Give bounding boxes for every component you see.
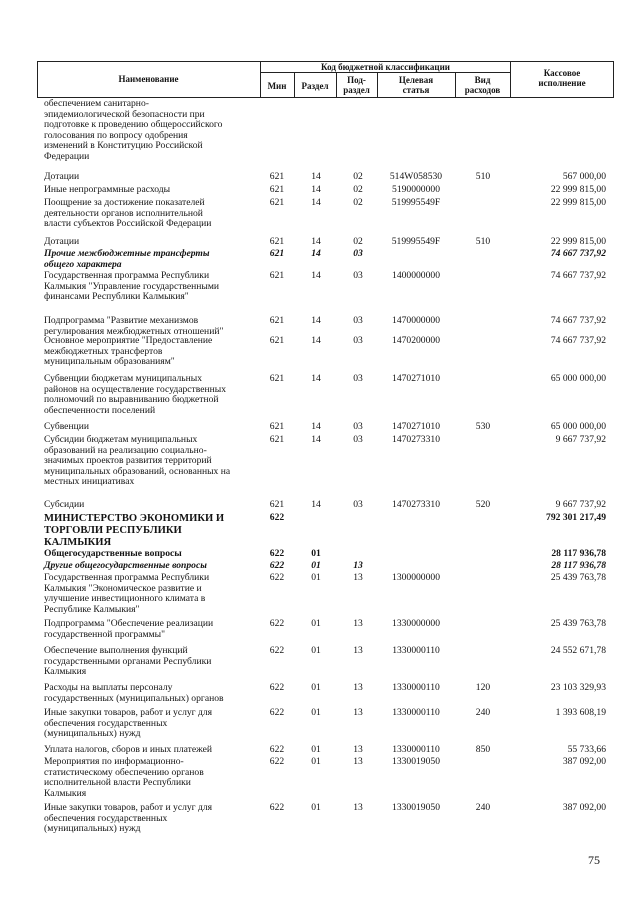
row-podrazdel: 13 bbox=[353, 707, 363, 718]
row-podrazdel: 03 bbox=[353, 248, 363, 259]
header-name: Наименование bbox=[118, 74, 179, 84]
row-name: Дотации bbox=[44, 171, 80, 182]
row-amount: 74 667 737,92 bbox=[550, 315, 606, 326]
row-podrazdel: 03 bbox=[353, 270, 363, 281]
row-razdel: 14 bbox=[311, 184, 321, 195]
row-min: 621 bbox=[269, 315, 285, 326]
row-celevaya: 1330000110 bbox=[392, 645, 440, 656]
row-name: Уплата налогов, сборов и иных платежей bbox=[44, 744, 213, 755]
row-celevaya: 1330019050 bbox=[392, 756, 440, 767]
row-razdel: 14 bbox=[311, 421, 321, 432]
row-vid: 120 bbox=[475, 682, 491, 693]
row-celevaya: 1470271010 bbox=[392, 421, 440, 432]
row-podrazdel: 13 bbox=[353, 756, 363, 767]
row-min: 621 bbox=[269, 270, 285, 281]
row-podrazdel: 13 bbox=[353, 560, 363, 571]
row-razdel: 01 bbox=[311, 618, 321, 629]
row-amount: 28 117 936,78 bbox=[551, 560, 606, 571]
row-razdel: 14 bbox=[311, 171, 321, 182]
row-name: Иные непрограммные расходы bbox=[44, 184, 171, 195]
row-podrazdel: 03 bbox=[353, 335, 363, 346]
row-min: 622 bbox=[269, 548, 285, 559]
row-celevaya: 1400000000 bbox=[392, 270, 440, 281]
row-name: Расходы на выплаты персоналу государственных (муниципальных) органов bbox=[44, 682, 224, 704]
row-celevaya: 5190000000 bbox=[392, 184, 440, 195]
row-name: Дотации bbox=[44, 236, 80, 247]
row-vid: 850 bbox=[475, 744, 491, 755]
row-razdel: 01 bbox=[311, 802, 321, 813]
row-podrazdel: 03 bbox=[353, 315, 363, 326]
row-celevaya: 1470273310 bbox=[392, 434, 440, 445]
row-razdel: 14 bbox=[311, 197, 321, 208]
row-razdel: 14 bbox=[311, 434, 321, 445]
row-podrazdel: 13 bbox=[353, 645, 363, 656]
row-name: Субвенции бюджетам муниципальных районов на осуществление государственных полномочий по выравниванию бюджетной обеспеченности поселений bbox=[44, 373, 226, 416]
row-name: Государственная программа Республики Калмыкия "Управление государственными финансами Республики Калмыкия" bbox=[44, 270, 220, 303]
row-celevaya: 519995549F bbox=[391, 236, 441, 247]
row-name: Подпрограмма "Развитие механизмов регулирования межбюджетных отношений" bbox=[44, 315, 224, 337]
row-amount: 74 667 737,92 bbox=[550, 270, 606, 281]
page-number: 75 bbox=[588, 853, 600, 867]
row-razdel: 14 bbox=[311, 335, 321, 346]
row-amount: 9 667 737,92 bbox=[555, 434, 606, 445]
header-podrazdel: Под- раздел bbox=[343, 75, 370, 95]
row-name: Мероприятия по информационно- статистическому обеспечению органов исполнительной власти Республики Калмыкия bbox=[44, 756, 204, 799]
row-name: МИНИСТЕРСТВО ЭКОНОМИКИ И ТОРГОВЛИ РЕСПУБЛИКИ КАЛМЫКИЯ bbox=[44, 513, 225, 548]
row-min: 622 bbox=[269, 572, 285, 583]
row-razdel: 01 bbox=[311, 756, 321, 767]
row-celevaya: 519995549F bbox=[391, 197, 441, 208]
row-name: Другие общегосударственные вопросы bbox=[44, 560, 207, 571]
row-amount: 23 103 329,93 bbox=[550, 682, 606, 693]
row-name: Субсидии бюджетам муниципальных образований на реализацию социально- значимых проектов развития территорий муниципальных образований, основанных на местных инициативах bbox=[44, 434, 231, 488]
header-min: Мин bbox=[267, 81, 287, 91]
row-min: 622 bbox=[269, 756, 285, 767]
row-podrazdel: 03 bbox=[353, 499, 363, 510]
row-vid: 240 bbox=[475, 802, 491, 813]
row-razdel: 01 bbox=[311, 572, 321, 583]
header-vid: Вид расходов bbox=[464, 75, 501, 95]
row-razdel: 14 bbox=[311, 373, 321, 384]
row-amount: 65 000 000,00 bbox=[550, 421, 606, 432]
header-amount: Кассовое исполнение bbox=[538, 68, 586, 88]
row-amount: 25 439 763,78 bbox=[550, 618, 606, 629]
row-podrazdel: 02 bbox=[353, 236, 363, 247]
row-podrazdel: 02 bbox=[353, 184, 363, 195]
row-celevaya: 514W058530 bbox=[389, 171, 443, 182]
row-vid: 530 bbox=[475, 421, 491, 432]
row-celevaya: 1470200000 bbox=[392, 335, 440, 346]
row-name: Основное мероприятие "Предоставление межбюджетных трансфертов муниципальным образованиям" bbox=[44, 335, 213, 368]
row-podrazdel: 03 bbox=[353, 434, 363, 445]
row-min: 621 bbox=[269, 499, 285, 510]
row-vid: 240 bbox=[475, 707, 491, 718]
row-amount: 792 301 217,49 bbox=[546, 512, 606, 523]
row-celevaya: 1300000000 bbox=[392, 572, 440, 583]
row-name: Общегосударственные вопросы bbox=[44, 548, 182, 559]
row-podrazdel: 13 bbox=[353, 572, 363, 583]
row-name: Иные закупки товаров, работ и услуг для обеспечения государственных (муниципальных) нужд bbox=[44, 802, 213, 835]
row-min: 622 bbox=[269, 618, 285, 629]
row-min: 621 bbox=[269, 434, 285, 445]
row-amount: 25 439 763,78 bbox=[550, 572, 606, 583]
row-name: Обеспечение выполнения функций государственными органами Республики Калмыкия bbox=[44, 645, 212, 678]
row-vid: 520 bbox=[475, 499, 491, 510]
row-razdel: 01 bbox=[311, 645, 321, 656]
row-name: Субвенции bbox=[44, 421, 89, 432]
row-vid: 510 bbox=[475, 171, 491, 182]
row-amount: 22 999 815,00 bbox=[550, 184, 606, 195]
row-razdel: 14 bbox=[311, 499, 321, 510]
row-min: 621 bbox=[269, 335, 285, 346]
row-amount: 55 733,66 bbox=[567, 744, 606, 755]
row-razdel: 01 bbox=[311, 560, 321, 571]
row-min: 622 bbox=[269, 645, 285, 656]
header-celevaya: Целевая статья bbox=[398, 75, 434, 95]
row-min: 622 bbox=[269, 512, 285, 523]
row-name: Субсидии bbox=[44, 499, 85, 510]
row-podrazdel: 13 bbox=[353, 744, 363, 755]
row-min: 622 bbox=[269, 560, 285, 571]
row-amount: 387 092,00 bbox=[562, 802, 606, 813]
row-amount: 9 667 737,92 bbox=[555, 499, 606, 510]
row-amount: 22 999 815,00 bbox=[550, 236, 606, 247]
row-name: Поощрение за достижение показателей деятельности органов исполнительной власти субъектов Российской Федерации bbox=[44, 197, 212, 230]
row-min: 621 bbox=[269, 248, 285, 259]
row-amount: 567 000,00 bbox=[562, 171, 606, 182]
row-min: 621 bbox=[269, 421, 285, 432]
row-razdel: 01 bbox=[311, 744, 321, 755]
row-celevaya: 1470271010 bbox=[392, 373, 440, 384]
row-name: обеспечением санитарно- эпидемиологической безопасности при подготовке к проведению общероссийского голосования по вопросу одобрения изменений в Конституцию Российской Федерации bbox=[44, 98, 223, 162]
row-celevaya: 1330000000 bbox=[392, 618, 440, 629]
row-celevaya: 1470273310 bbox=[392, 499, 440, 510]
row-name: Иные закупки товаров, работ и услуг для обеспечения государственных (муниципальных) нужд bbox=[44, 707, 213, 740]
row-vid: 510 bbox=[475, 236, 491, 247]
row-razdel: 01 bbox=[311, 707, 321, 718]
row-amount: 74 667 737,92 bbox=[550, 335, 606, 346]
row-razdel: 01 bbox=[311, 548, 321, 559]
row-celevaya: 1330000110 bbox=[392, 707, 440, 718]
row-razdel: 14 bbox=[311, 248, 321, 259]
row-amount: 28 117 936,78 bbox=[551, 548, 606, 559]
row-celevaya: 1330000110 bbox=[392, 682, 440, 693]
row-amount: 1 393 608,19 bbox=[555, 707, 606, 718]
row-name: Прочие межбюджетные трансферты общего характера bbox=[44, 248, 210, 270]
row-min: 622 bbox=[269, 802, 285, 813]
row-razdel: 14 bbox=[311, 315, 321, 326]
row-name: Государственная программа Республики Калмыкия "Экономическое развитие и улучшение инвестиционного климата в Республике Калмыкия" bbox=[44, 572, 210, 615]
row-amount: 65 000 000,00 bbox=[550, 373, 606, 384]
row-min: 622 bbox=[269, 707, 285, 718]
header-razdel: Раздел bbox=[301, 81, 329, 91]
row-min: 621 bbox=[269, 171, 285, 182]
header-code-group: Код бюджетной классификации bbox=[321, 62, 450, 72]
row-celevaya: 1330000110 bbox=[392, 744, 440, 755]
row-min: 622 bbox=[269, 682, 285, 693]
row-razdel: 01 bbox=[311, 682, 321, 693]
row-min: 621 bbox=[269, 236, 285, 247]
row-min: 621 bbox=[269, 184, 285, 195]
row-amount: 387 092,00 bbox=[562, 756, 606, 767]
row-razdel: 14 bbox=[311, 270, 321, 281]
row-podrazdel: 13 bbox=[353, 682, 363, 693]
row-celevaya: 1470000000 bbox=[392, 315, 440, 326]
row-podrazdel: 02 bbox=[353, 197, 363, 208]
row-min: 621 bbox=[269, 373, 285, 384]
row-podrazdel: 03 bbox=[353, 421, 363, 432]
row-celevaya: 1330019050 bbox=[392, 802, 440, 813]
row-podrazdel: 13 bbox=[353, 618, 363, 629]
row-min: 621 bbox=[269, 197, 285, 208]
row-amount: 24 552 671,78 bbox=[550, 645, 606, 656]
header-divider-horizontal bbox=[260, 72, 511, 73]
row-name: Подпрограмма "Обеспечение реализации государственной программы" bbox=[44, 618, 214, 640]
row-min: 622 bbox=[269, 744, 285, 755]
row-amount: 74 667 737,92 bbox=[550, 248, 606, 259]
row-podrazdel: 13 bbox=[353, 802, 363, 813]
row-podrazdel: 03 bbox=[353, 373, 363, 384]
row-razdel: 14 bbox=[311, 236, 321, 247]
row-amount: 22 999 815,00 bbox=[550, 197, 606, 208]
row-podrazdel: 02 bbox=[353, 171, 363, 182]
